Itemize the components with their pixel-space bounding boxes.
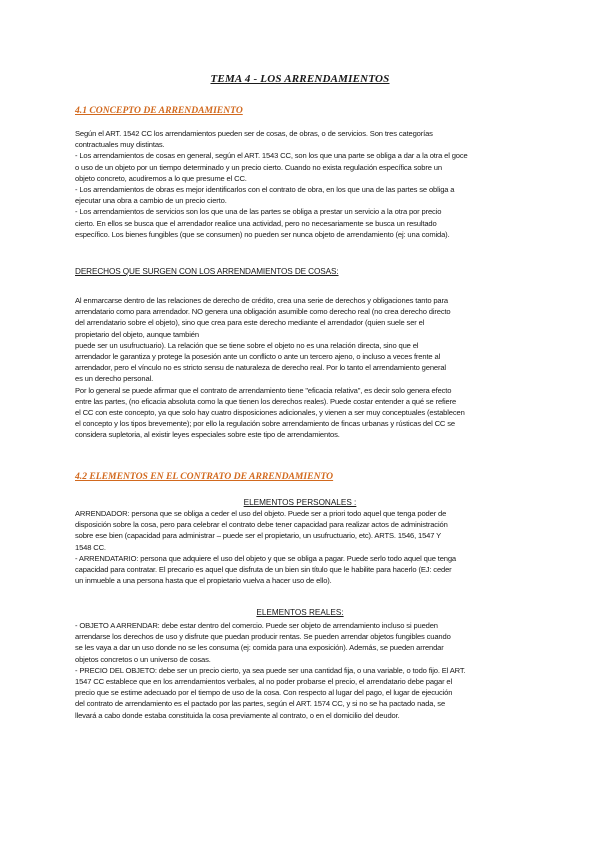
text-line: se les vaya a dar un uso donde no se les consuma (ej: comida para una exposición). Además, se pueden arrendar — [75, 643, 444, 653]
paragraph-concepto — [75, 128, 527, 240]
text-line: objetos concretos o un universo de cosas. — [75, 654, 211, 664]
text-line: arrendador, pero el vínculo no es stricto sensu de naturaleza de derecho real. Por lo tanto el arrendamiento general — [75, 363, 446, 373]
section-heading-elementos: 4.2 ELEMENTOS EN EL CONTRATO DE ARRENDAMIENTO — [75, 471, 334, 482]
text-line: considera supletoria, al existir leyes especiales sobre este tipo de arrendamientos. — [75, 430, 340, 440]
text-line: disposición sobre la cosa, pero para celebrar el contrato debe tener capacidad para realizar actos de administración — [75, 520, 448, 530]
text-line: - Los arrendamientos de obras es mejor identificarlos con el contrato de obra, en los que una de las partes se obliga a — [75, 185, 455, 195]
text-line: ejecutar una obra a cambio de un precio cierto. — [75, 196, 227, 206]
text-line: - OBJETO A ARRENDAR: debe estar dentro del comercio. Puede ser objeto de arrendamiento incluso si pueden — [75, 621, 438, 630]
text-line: un inmueble a una persona hasta que el propietario vuelva a hacer uso de ello). — [75, 576, 332, 586]
text-line: - ARRENDATARIO: persona que adquiere el uso del objeto y que se obliga a pagar. Puede serlo todo aquel que tenga — [75, 553, 457, 563]
text-line: puede ser un usufructuario). La relación que se tiene sobre el objeto no es una relación directa, sino que el — [75, 340, 419, 350]
text-line: - Los arrendamientos de cosas en general, según el ART. 1543 CC, son los que una parte se obliga a dar a la otra el goce — [75, 151, 468, 161]
text-line: específico. Los bienes fungibles (que se consumen) no pueden ser nunca objeto de arrendamiento (ej: una comida). — [75, 229, 450, 239]
paragraph-reales — [75, 620, 527, 721]
text-line: del contrato de arrendamiento es el pactado por las partes, según el ART. 1574 CC, y si no se ha pactado nada, se — [75, 699, 446, 709]
text-line: llevará a cabo donde estaba constituida la cosa previamente al contrato, o en el domicilio del deudor. — [75, 710, 400, 720]
text-line: arrendador le garantiza y protege la posesión ante un conflicto o ante un tercero ajeno, o incluso a veces frente al — [75, 352, 441, 362]
elementos-reales-heading: ELEMENTOS REALES: — [256, 608, 344, 617]
text-line: sobre ese bien (capacidad para administrar – puede ser el propietario, un usufructuario, etc). ARTS. 1546, 1547 Y — [75, 531, 442, 541]
elementos-personales-heading: ELEMENTOS PERSONALES : — [243, 498, 357, 507]
text-line: propietario del objeto, aunque también — [75, 329, 199, 339]
text-line: cierto. En ellos se busca que el arrendador realice una actividad, pero no necesariamente se busca un resultado — [75, 218, 437, 228]
text-line: o uso de un objeto por un tiempo determinado y un precio cierto. Cuando no exista regulación específica sobre un — [75, 162, 442, 172]
text-line: entre las partes, (no eficacia absoluta como la que tienen los derechos reales). Puede costar entender a qué se refiere — [75, 396, 457, 406]
text-line: Al enmarcarse dentro de las relaciones de derecho de crédito, crea una serie de derechos y obligaciones tanto para — [75, 296, 448, 305]
text-line: precio que se estime adecuado por el tiempo de uso de la cosa. Con respecto al lugar del pago, el lugar de ejecución — [75, 688, 453, 698]
text-line: del arrendatario sobre el objeto), sino que crea para este derecho mediante el arrendador (quien suele ser el — [75, 318, 425, 328]
text-line: objeto concreto, acudiremos a lo que presume el CC. — [75, 173, 247, 183]
text-line: contractuales muy distintas. — [75, 140, 165, 150]
text-line: Según el ART. 1542 CC los arrendamientos pueden ser de cosas, de obras, o de servicios. Son tres categorías — [75, 129, 433, 138]
paragraph-derechos — [75, 295, 527, 441]
page-title: TEMA 4 - LOS ARRENDAMIENTOS — [210, 73, 390, 85]
text-line: - Los arrendamientos de servicios son los que una de las partes se obliga a prestar un servicio a la otra por precio — [75, 207, 442, 217]
text-line: es un derecho personal. — [75, 374, 154, 384]
derechos-heading: DERECHOS QUE SURGEN CON LOS ARRENDAMIENTOS DE COSAS: — [75, 267, 339, 276]
text-line: ARRENDADOR: persona que se obliga a ceder el uso del objeto. Puede ser a priori todo aquel que tenga poder de — [75, 509, 447, 518]
text-line: - PRECIO DEL OBJETO: debe ser un precio cierto, ya sea puede ser una cantidad fija, o una variable, o todo fijo. El ART. — [75, 665, 466, 675]
text-line: el CC con este concepto, ya que solo hay cuatro disposiciones adicionales, y vienen a ser muy conceptuales (establecen — [75, 408, 465, 418]
text-line: 1548 CC. — [75, 542, 106, 552]
paragraph-personales — [75, 508, 527, 586]
text-line: Por lo general se puede afirmar que el contrato de arrendamiento tiene "eficacia relativa", es decir solo genera efecto — [75, 385, 452, 395]
text-line: capacidad para contratar. El precario es aquel que disfruta de un bien sin título que le habilite para hacerlo (EJ: ceder — [75, 565, 452, 575]
text-line: el concepto y los tipos brevemente); por ello la regulación sobre arrendamiento de fincas urbanas y rústicas del CC se — [75, 419, 455, 429]
text-line: arrendarse los derechos de uso y disfrute que puedan producir rentas. Se pueden arrendar objetos fungibles cuando — [75, 632, 451, 642]
text-line: 1547 CC establece que en los arrendamientos verbales, al no poder probarse el precio, el arrendatario debe pagar el — [75, 677, 453, 687]
section-heading-concepto: 4.1 CONCEPTO DE ARRENDAMIENTO — [75, 105, 243, 116]
text-line: arrendatario como para arrendador. NO genera una obligación asumible como derecho real (no crea derecho directo — [75, 307, 451, 317]
